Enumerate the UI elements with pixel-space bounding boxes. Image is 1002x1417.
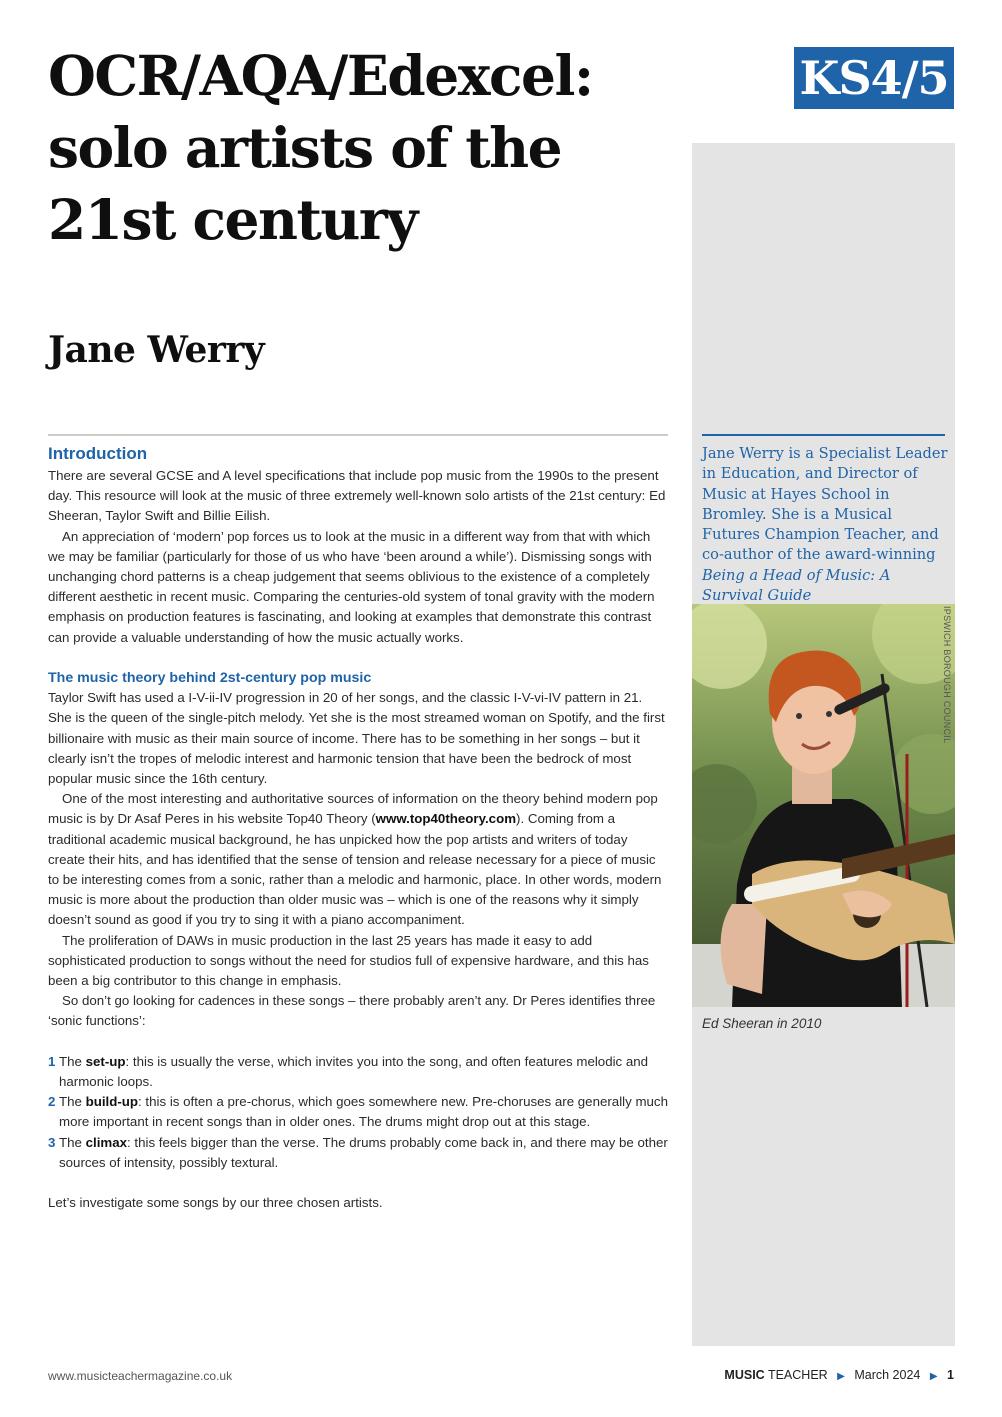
magazine-name-bold: MUSIC xyxy=(724,1368,765,1382)
triangle-icon: ▶ xyxy=(837,1371,845,1382)
website-link[interactable]: www.top40theory.com xyxy=(375,811,517,827)
footer-issue-info xyxy=(724,1368,954,1382)
list-item xyxy=(48,1092,668,1132)
intro-paragraph: An appreciation of ‘modern’ pop forces us to look at the music in a different way from that with which we may be familiar (particularly for those of us who have ‘been around a while’). Dismissing songs with unchanging chord patterns is a cheap judgement that seems oblivious to the existence of a completely different aesthetic in recent music. Comparing the centuries-old system of tonal gravity with the modern emphasis on production features is fascinating, and looking at examples that demonstrate this contrast can provide a valuable understanding of how the music actually works. xyxy=(48,528,655,645)
article-title xyxy=(48,40,668,256)
list-number: 1 xyxy=(48,1053,56,1069)
list-text: : this is usually the verse, which invites you into the song, and often features melodic and harmonic loops. xyxy=(59,1053,649,1090)
list-term: set-up xyxy=(85,1053,126,1069)
page-number: 1 xyxy=(947,1368,954,1382)
title-line: solo artists of the xyxy=(48,115,562,180)
list-item xyxy=(48,1052,668,1092)
sidebar-divider xyxy=(702,434,945,436)
theory-paragraph: So don’t go looking for cadences in these songs – there probably aren’t any. Dr Peres identifies three ‘sonic functions’: xyxy=(48,993,656,1029)
list-text: The xyxy=(59,1053,86,1069)
list-number: 2 xyxy=(48,1094,56,1110)
author-name: Jane Werry xyxy=(48,329,265,371)
content-divider xyxy=(48,434,668,436)
list-term: build-up xyxy=(85,1094,139,1110)
intro-paragraph: There are several GCSE and A level specifications that include pop music from the 1990s to the present day. This resource will look at the music of three extremely well-known solo artists of the 21st century: Ed Sheeran, Taylor Swift and Billie Eilish. xyxy=(48,468,666,524)
theory-text: ). Coming from a traditional academic musical background, he has unpicked how the pop artists and writers of today create their hits, and has identified that the sense of tension and release necessary for a piece of music to be interesting comes from a sonic, rather than a melodic and harmonic, place. In other words, modern music is more about the production than older music was – which is one of the reasons why it simply doesn’t sound as good if you try to sing it with a piano accompaniment. xyxy=(48,811,662,928)
magazine-name: TEACHER xyxy=(764,1368,828,1382)
closing-paragraph: Let’s investigate some songs by our three chosen artists. xyxy=(48,1195,383,1211)
list-text: The xyxy=(59,1134,86,1150)
theory-paragraph xyxy=(48,789,668,930)
list-item xyxy=(48,1133,668,1173)
triangle-icon: ▶ xyxy=(929,1371,938,1382)
key-stage-badge: KS4/5 xyxy=(794,47,954,109)
theory-text: One of the most interesting and authoritative sources of information on the theory behind modern pop music is by Dr Asaf Peres in his website Top40 Theory ( xyxy=(48,791,658,827)
photo-caption: Ed Sheeran in 2010 xyxy=(702,1016,822,1031)
author-bio xyxy=(702,444,950,606)
footer-website[interactable]: www.musicteachermagazine.co.uk xyxy=(48,1369,233,1383)
theory-paragraph: Taylor Swift has used a I-V-ii-IV progression in 20 of her songs, and the classic I-V-vi-IV pattern in 21. She is the queen of the single-pitch melody. Yet she is the most streamed woman on Spotify, and the first billionaire with music as their main source of income. There has to be something in her songs – but it clearly isn’t the tropes of melodic interest and harmonic tension that have been the bedrock of most popular music since the 16th century. xyxy=(48,690,665,787)
issue-date: March 2024 xyxy=(854,1368,921,1382)
intro-heading: Introduction xyxy=(48,444,148,463)
sonic-functions-list xyxy=(48,1052,668,1173)
title-line: 21st century xyxy=(48,187,417,252)
list-text: : this feels bigger than the verse. The drums probably come back in, and there may be other sources of intensity, possibly textural. xyxy=(59,1134,668,1170)
article-body xyxy=(48,442,668,1213)
title-line: OCR/AQA/Edexcel: xyxy=(48,43,593,108)
ed-sheeran-photo xyxy=(692,604,955,1007)
list-text: The xyxy=(59,1094,86,1110)
list-term: climax xyxy=(85,1134,128,1150)
book-title: Being a Head of Music: A Survival Guide xyxy=(702,566,891,605)
author-bio-text: Jane Werry is a Specialist Leader in Education, and Director of Music at Hayes School in Bromley. She is a Musical Futures Champion Teacher, and co-author of the award-winning xyxy=(702,445,948,564)
list-number: 3 xyxy=(48,1134,56,1150)
photo-credit: IPSWICH BOROUGH COUNCIL xyxy=(942,606,952,744)
theory-heading: The music theory behind 2st-century pop music xyxy=(48,670,372,687)
theory-paragraph: The proliferation of DAWs in music production in the last 25 years has made it easy to add sophisticated production to songs without the need for studios full of expensive hardware, and this has been a big contributor to this change in emphasis. xyxy=(48,932,649,989)
list-text: : this is often a pre-chorus, which goes somewhere new. Pre-choruses are generally much more important in recent songs than in older ones. The drums might drop out at this stage. xyxy=(59,1094,668,1130)
